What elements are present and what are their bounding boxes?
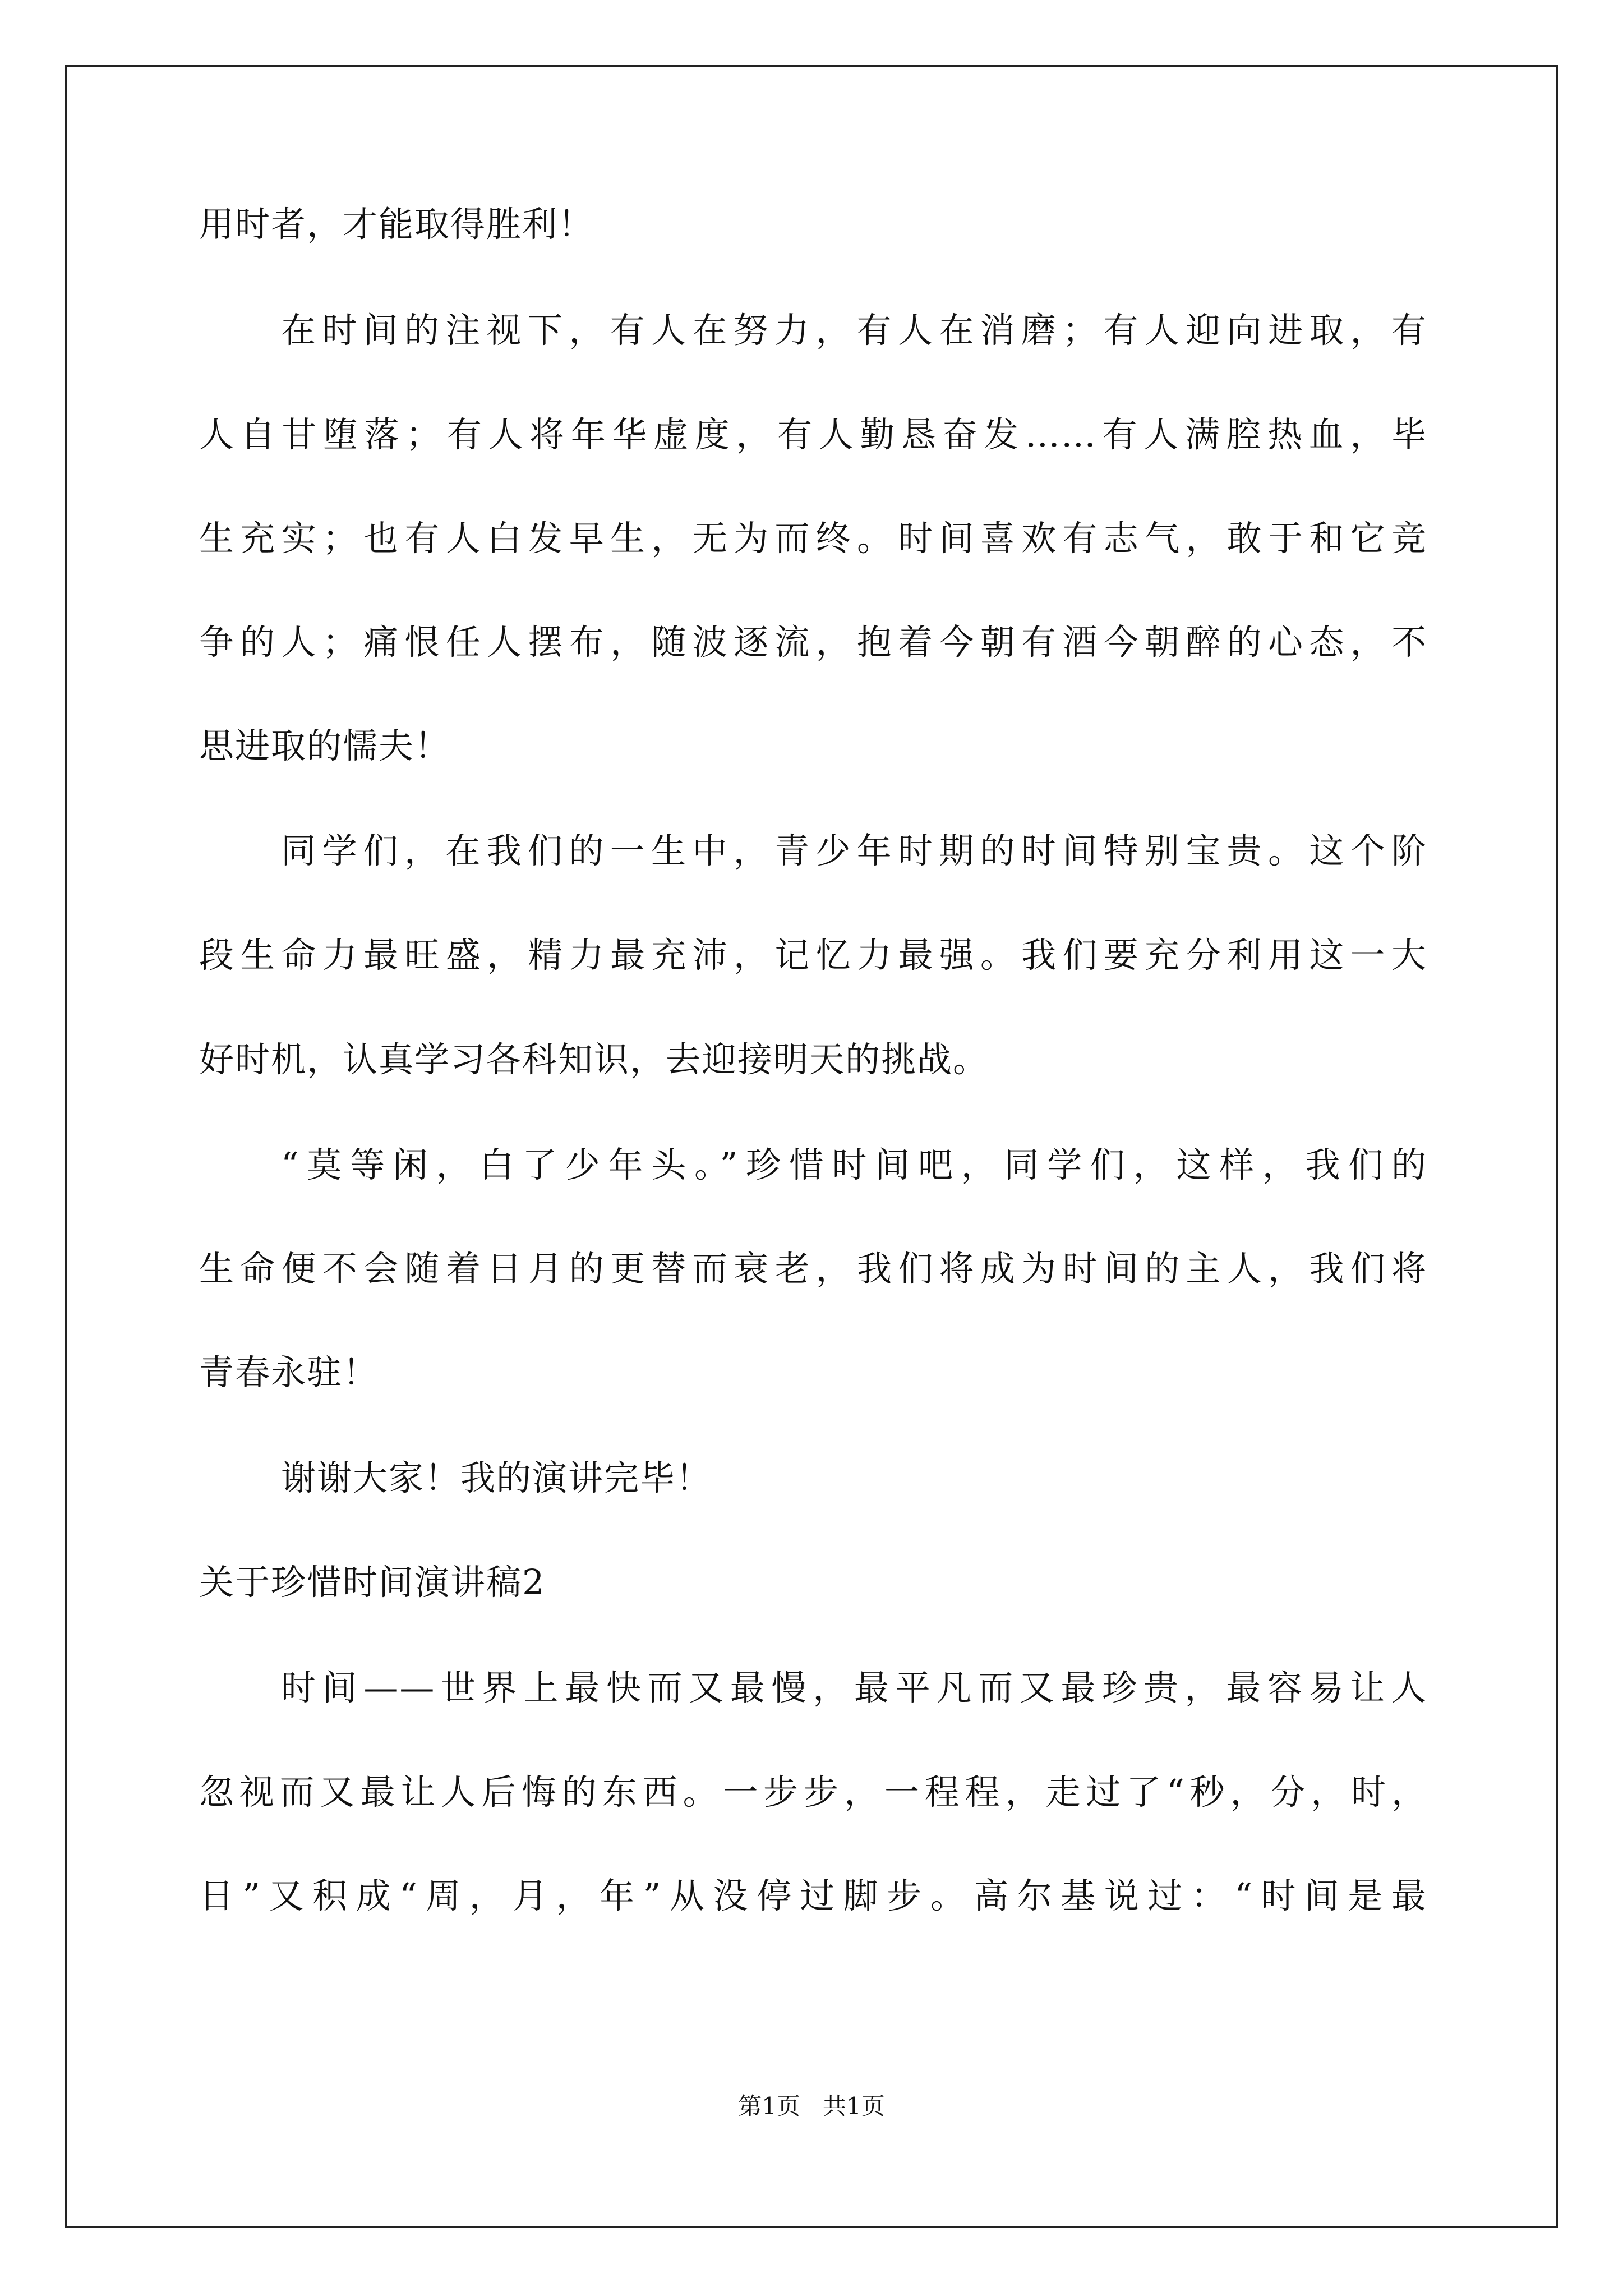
paragraph-line: 思进取的懦夫！: [199, 725, 451, 766]
paragraph-line: 好时机，认真学习各科知识，去迎接明天的挑战。: [199, 1039, 989, 1080]
paragraph-line: 谢谢大家！我的演讲完毕！: [281, 1457, 712, 1498]
paragraph-line: 用时者，才能取得胜利！: [199, 204, 594, 245]
page-footer: [0, 2090, 1623, 2123]
page-total: 共1页: [823, 2092, 885, 2120]
paragraph-line: 青春永驻！: [199, 1352, 379, 1393]
paragraph-line: 忽视而又最让人后悔的东西。一步步，一程程，走过了“秒，分，时，: [199, 1772, 1427, 1812]
paragraph-line: 人自甘堕落；有人将年华虚度，有人勤恳奋发……有人满腔热血，毕: [199, 414, 1427, 455]
paragraph-line: 段生命力最旺盛，精力最充沛，记忆力最强。我们要充分利用这一大: [199, 935, 1427, 976]
paragraph-line: 生充实；也有人白发早生，无为而终。时间喜欢有志气，敢于和它竞: [199, 518, 1427, 559]
paragraph-line: 日”又积成“周，月，年”从没停过脚步。高尔基说过：“时间是最: [199, 1875, 1427, 1916]
paragraph-line: 争的人；痛恨任人摆布，随波逐流，抱着今朝有酒今朝醉的心态，不: [199, 622, 1427, 662]
paragraph-line: 时间——世界上最快而又最慢，最平凡而又最珍贵，最容易让人: [281, 1667, 1427, 1708]
paragraph-line: “莫等闲，白了少年头。”珍惜时间吧，同学们，这样，我们的: [281, 1144, 1427, 1185]
section-heading: 关于珍惜时间演讲稿2: [199, 1562, 546, 1603]
footer-spacer: [800, 2092, 823, 2120]
paragraph-line: 生命便不会随着日月的更替而衰老，我们将成为时间的主人，我们将: [199, 1248, 1427, 1289]
paragraph-line: 在时间的注视下，有人在努力，有人在消磨；有人迎向进取，有: [281, 310, 1427, 351]
page-number: 第1页: [738, 2092, 800, 2120]
paragraph-line: 同学们，在我们的一生中，青少年时期的时间特别宝贵。这个阶: [281, 830, 1427, 871]
